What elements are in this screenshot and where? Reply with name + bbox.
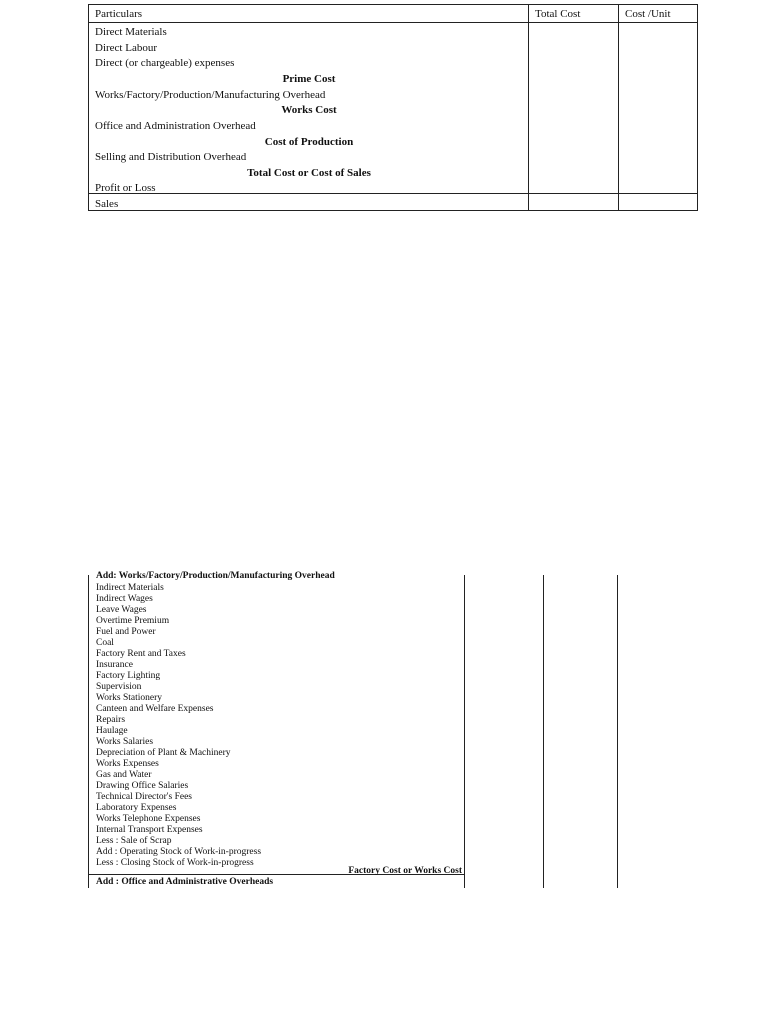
row-total-cost: Total Cost or Cost of Sales — [247, 167, 371, 179]
row-direct-expenses: Direct (or chargeable) expenses — [95, 57, 235, 69]
item-works-salaries: Works Salaries — [96, 737, 154, 747]
item-haulage: Haulage — [96, 726, 128, 736]
item-works-telephone: Works Telephone Expenses — [96, 814, 201, 824]
cost-sheet-table — [88, 4, 698, 211]
row-direct-labour: Direct Labour — [95, 42, 157, 54]
item-depreciation: Depreciation of Plant & Machinery — [96, 748, 231, 758]
row-works-cost: Works Cost — [281, 104, 337, 116]
item-factory-rent: Factory Rent and Taxes — [96, 649, 186, 659]
row-direct-materials: Direct Materials — [95, 26, 167, 38]
item-leave-wages: Leave Wages — [96, 605, 147, 615]
header-divider — [89, 22, 697, 23]
item-works-stationery: Works Stationery — [96, 693, 162, 703]
subtotal-factory-cost: Factory Cost or Works Cost — [348, 866, 462, 876]
item-factory-lighting: Factory Lighting — [96, 671, 161, 681]
header-total-cost: Total Cost — [535, 8, 581, 20]
item-indirect-materials: Indirect Materials — [96, 583, 164, 593]
item-overtime-premium: Overtime Premium — [96, 616, 170, 626]
overhead-detail-table — [88, 571, 620, 888]
column-divider — [617, 575, 618, 888]
row-works-overhead: Works/Factory/Production/Manufacturing Overhead — [95, 89, 326, 101]
left-border — [88, 575, 89, 888]
header-particulars: Particulars — [95, 8, 143, 20]
item-canteen-welfare: Canteen and Welfare Expenses — [96, 704, 214, 714]
row-cost-of-production: Cost of Production — [264, 136, 354, 148]
item-technical-directors-fees: Technical Director's Fees — [96, 792, 193, 802]
column-divider — [464, 575, 465, 888]
item-works-expenses: Works Expenses — [96, 759, 159, 769]
row-selling-distribution-overhead: Selling and Distribution Overhead — [95, 151, 247, 163]
item-laboratory-expenses: Laboratory Expenses — [96, 803, 177, 813]
item-opening-stock-wip: Add : Operating Stock of Work-in-progress — [96, 847, 262, 857]
heading-office-admin-overheads: Add : Office and Administrative Overheads — [96, 877, 274, 887]
item-repairs: Repairs — [96, 715, 126, 725]
item-closing-stock-wip: Less : Closing Stock of Work-in-progress — [96, 858, 254, 868]
row-sales: Sales — [95, 198, 119, 210]
item-internal-transport: Internal Transport Expenses — [96, 825, 203, 835]
item-drawing-office-salaries: Drawing Office Salaries — [96, 781, 189, 791]
item-coal: Coal — [96, 638, 114, 648]
column-divider — [543, 575, 544, 888]
item-fuel-and-power: Fuel and Power — [96, 627, 156, 637]
row-profit-or-loss: Profit or Loss — [95, 182, 156, 194]
item-supervision: Supervision — [96, 682, 142, 692]
heading-works-overhead: Add: Works/Factory/Production/Manufacturing Overhead — [96, 571, 335, 581]
header-cost-per-unit: Cost /Unit — [625, 8, 671, 20]
row-prime-cost: Prime Cost — [282, 73, 336, 85]
item-gas-and-water: Gas and Water — [96, 770, 152, 780]
item-insurance: Insurance — [96, 660, 133, 670]
item-sale-of-scrap: Less : Sale of Scrap — [96, 836, 172, 846]
row-office-admin-overhead: Office and Administration Overhead — [95, 120, 256, 132]
column-divider — [618, 5, 619, 210]
item-indirect-wages: Indirect Wages — [96, 594, 153, 604]
column-divider — [528, 5, 529, 210]
